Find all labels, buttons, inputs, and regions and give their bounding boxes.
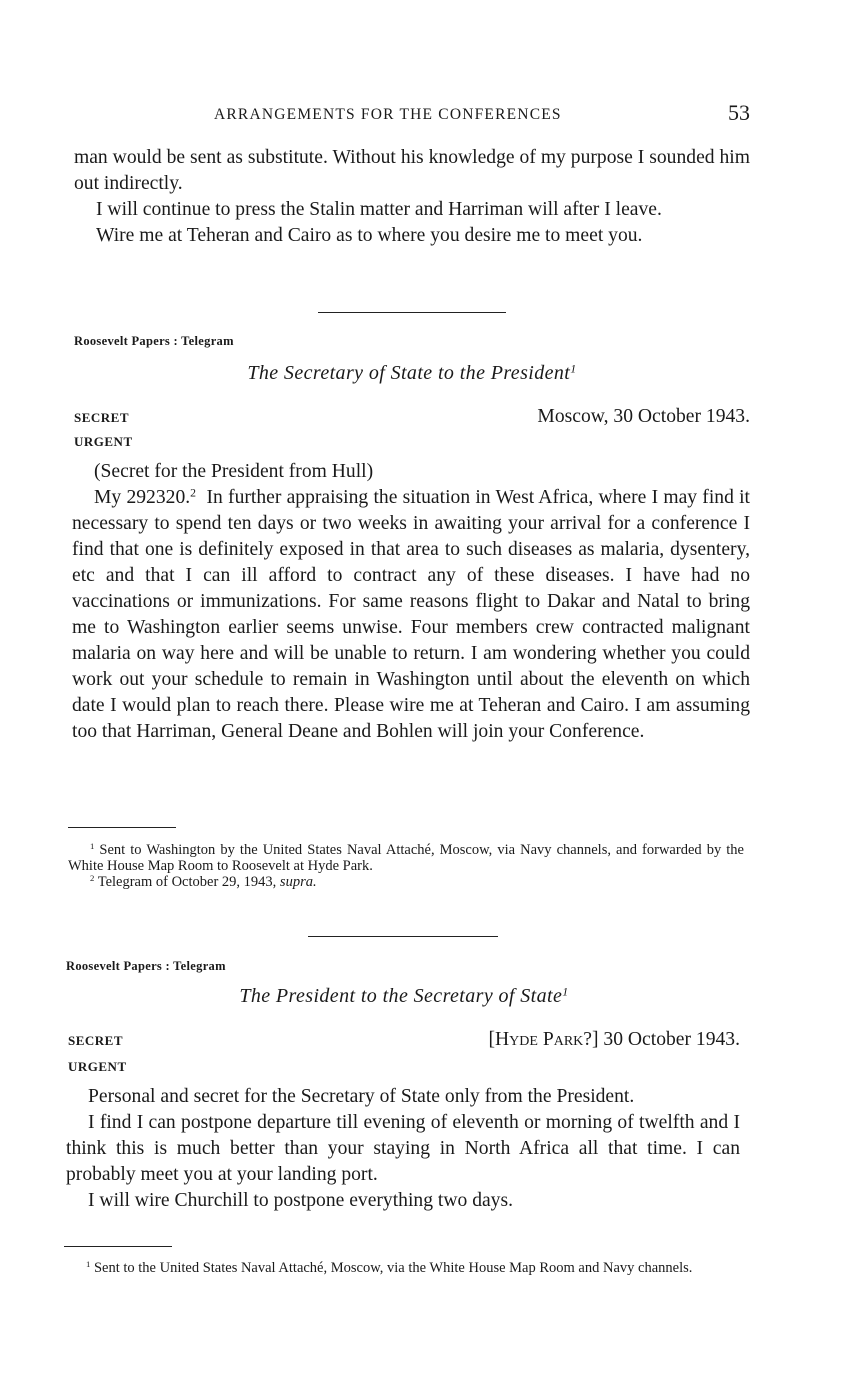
paragraph: I will wire Churchill to postpone everything two days.: [88, 1190, 514, 1211]
paragraph: I will continue to press the Stalin matter and Harriman will after I leave.: [96, 199, 662, 220]
footnote-text: Sent to the United States Naval Attaché, Moscow, via the White House Map Room and Navy channels.: [93, 1260, 693, 1276]
dateline-date: 30 October 1943.: [603, 1029, 740, 1050]
classification-label: SECRET: [68, 1033, 124, 1048]
document-body: [72, 459, 750, 745]
footnote-mark: 1: [90, 841, 95, 852]
source-line: Roosevelt Papers : Telegram: [74, 334, 234, 348]
footnote-mark: 1: [86, 1259, 91, 1270]
document-title: [66, 985, 742, 1008]
document-title: [74, 362, 750, 385]
footnote-rule: [64, 1246, 172, 1247]
footnote-text: Sent to Washington by the United States Naval Attaché, Moscow, via Navy channels, and forwarded by the White House Map Room to Roosevelt at Hyde Park.: [68, 842, 744, 874]
section-divider: [308, 936, 498, 937]
message-reference: My 292320.: [94, 487, 191, 508]
footnote: [64, 1260, 740, 1276]
footnote-text: Telegram of October 29, 1943,: [97, 874, 277, 890]
title-text: The Secretary of State to the President: [247, 362, 571, 384]
footnote-italic: supra.: [279, 874, 317, 890]
dateline-place: [Hyde Park?]: [488, 1029, 599, 1050]
paragraph-text: In further appraising the situation in West Africa, where I may find it necessary to spend ten days or two weeks in awaiting your arrival for a conference I find that one is definitely exposed in that area to such diseases as malaria, dysentery, etc and that I can ill afford to contract any of these diseases. I have had no vaccinations or immunizations. For same reasons flight to Dakar and Natal to bring me to Washington earlier seems unwise. Four members crew contracted malignant malaria on way here and will be unable to return. I am wondering whether you could work out your schedule to remain in Washington until about the eleventh on which date I would plan to reach there. Please wire me at Teheran and Cairo. I am assuming too that Harriman, General Deane and Bohlen will join your Conference.: [72, 487, 750, 742]
continuation-text: [74, 145, 750, 249]
source-line: Roosevelt Papers : Telegram: [66, 959, 226, 973]
footnote-rule: [68, 827, 176, 828]
paragraph: I find I can postpone departure till evening of eleventh or morning of twelfth and I think this is much better than your staying in North Africa all that time. I can probably meet you at your landing port.: [66, 1112, 740, 1185]
footnote: [68, 874, 744, 890]
page-number: 53: [728, 100, 750, 125]
document-body: [66, 1084, 740, 1214]
footnotes: [64, 1260, 740, 1276]
priority-label: URGENT: [74, 434, 133, 449]
footnotes: [68, 842, 744, 890]
footnote-ref: 2: [190, 486, 197, 500]
section-divider: [318, 312, 506, 313]
paragraph: (Secret for the President from Hull): [94, 461, 374, 482]
running-head: ARRANGEMENTS FOR THE CONFERENCES: [214, 106, 562, 123]
priority-label: URGENT: [68, 1059, 127, 1074]
dateline: [488, 1029, 740, 1051]
paragraph: Personal and secret for the Secretary of State only from the President.: [88, 1086, 635, 1107]
dateline: Moscow, 30 October 1943.: [537, 406, 750, 427]
paragraph: [72, 485, 750, 745]
classification-label: SECRET: [74, 410, 130, 425]
footnote-mark: 2: [90, 873, 95, 884]
footnote-ref: 1: [562, 984, 569, 999]
paragraph: man would be sent as substitute. Without his knowledge of my purpose I sounded him out indirectly.: [74, 147, 750, 194]
footnote: [68, 842, 744, 874]
footnote-ref: 1: [570, 361, 577, 376]
title-text: The President to the Secretary of State: [239, 985, 563, 1007]
paragraph: Wire me at Teheran and Cairo as to where you desire me to meet you.: [96, 225, 643, 246]
